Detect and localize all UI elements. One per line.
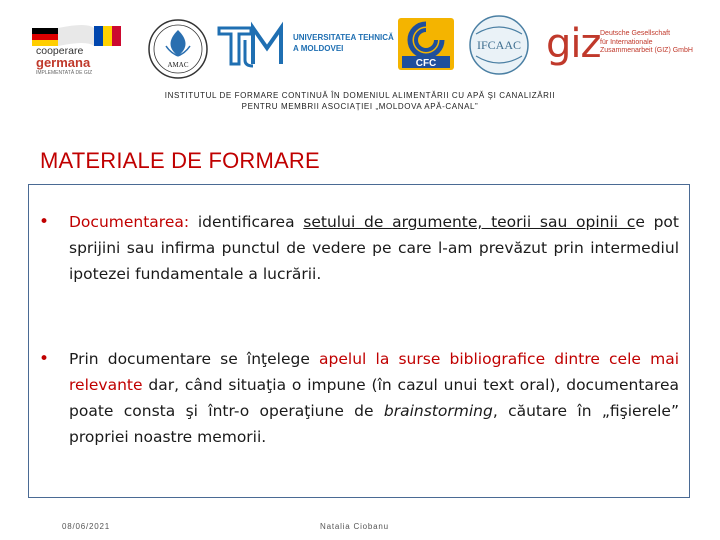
- coop-line1: cooperare: [36, 45, 84, 57]
- footer-date: 08/06/2021: [62, 522, 111, 531]
- bullet1-underlined: setului de argumente, teorii sau opinii c: [303, 213, 636, 231]
- giz-line3: Zusammenarbeit (GIZ) GmbH: [600, 47, 693, 54]
- bullet2-highlight: apelul la surse bibliografice dintre cele mai relevante: [69, 350, 679, 394]
- giz-logo: [546, 22, 718, 70]
- bullet2-part2: dar, când situaţia o impune (în cazul unui text oral), documentarea poate consta şi într-o operaţiune de: [69, 376, 679, 420]
- ifcaac-label: IFCAAC: [476, 38, 522, 52]
- cfc-logo: [396, 16, 456, 72]
- utm-mark-icon: [215, 20, 293, 70]
- utm-line1: UNIVERSITATEA TEHNICĂ: [293, 33, 394, 42]
- institute-line1: INSTITUTUL DE FORMARE CONTINUĂ ÎN DOMENIUL ALIMENTĂRII CU APĂ ŞI CANALIZĂRII: [164, 91, 556, 100]
- term-documentarea: Documentarea:: [69, 213, 190, 231]
- bullet-icon: •: [39, 349, 50, 369]
- institute-line2: PENTRU MEMBRII ASOCIAȚIEI „MOLDOVA APĂ-CANAL”: [241, 102, 479, 111]
- utm-text: [293, 32, 394, 54]
- footer-author: Natalia Ciobanu: [320, 522, 389, 531]
- coop-sub: IMPLEMENTATĂ DE GIZ: [36, 70, 93, 76]
- content-box: [28, 184, 690, 498]
- giz-word: giz: [546, 21, 601, 67]
- cooperare-germana-logo: [32, 22, 124, 78]
- coop-line2: germana: [36, 55, 91, 70]
- giz-line1: Deutsche Gesellschaft: [600, 30, 671, 37]
- amac-logo: [146, 18, 210, 80]
- bullet-item: [39, 209, 679, 287]
- bullet2-italic: brainstorming: [383, 402, 493, 420]
- utm-logo: [215, 20, 394, 70]
- amac-label: AMAC: [167, 61, 189, 69]
- bullet2-part1: Prin documentare se înţelege: [69, 350, 320, 368]
- bullet-text: [69, 346, 679, 450]
- bullet1-part1: identificarea: [189, 213, 304, 231]
- bullet-item: [39, 346, 679, 450]
- giz-line2: für Internationale: [600, 38, 653, 46]
- bullet1-part2: e pot sprijini sau infirma punctul de vedere pe care l-am prevăzut prin intermediul ipotezei fundamentale a lucrării.: [69, 213, 679, 283]
- institute-header: [140, 90, 580, 112]
- giz-text: [600, 30, 693, 56]
- utm-line2: A MOLDOVEI: [293, 44, 344, 53]
- bullet-text: [69, 209, 679, 287]
- bullet2-part3: , căutare în „fişierele” propriei noastre memorii.: [69, 402, 679, 446]
- cfc-label: CFC: [415, 58, 437, 69]
- ifcaac-logo: [466, 14, 532, 76]
- coop-logo-text: [36, 46, 90, 70]
- slide-title: MATERIALE DE FORMARE: [40, 148, 320, 173]
- bullet-icon: •: [39, 212, 50, 232]
